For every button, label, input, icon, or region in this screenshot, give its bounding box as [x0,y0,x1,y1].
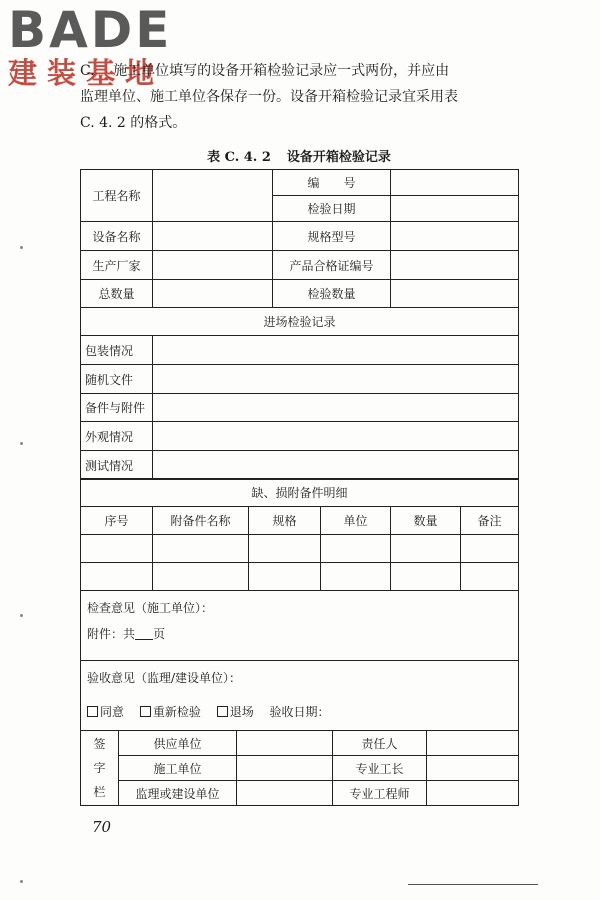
accept-date-label: 验收日期： [269,705,330,719]
label-supervisor: 监理或建设单位 [119,781,237,806]
attachment-prefix: 附件：共 [87,627,136,641]
reinspect-label: 重新检验 [152,705,201,719]
field-spec-model[interactable] [391,222,519,251]
col-header: 规格 [249,507,321,535]
table-cell[interactable] [391,563,461,591]
intro-line: C. 施工单位填写的设备开箱检验记录应一式两份，并应由 [80,63,450,79]
label-serial-no: 编 号 [273,170,391,196]
label-inspect-qty: 检验数量 [273,280,391,308]
page-number: 70 [92,818,112,836]
label-foreman: 专业工长 [333,756,427,781]
sign-char: 签 [93,737,106,751]
label-cert-no: 产品合格证编号 [273,251,391,280]
label-total-qty: 总数量 [81,280,153,308]
signature-column-label [81,731,119,806]
binding-mark [20,246,23,249]
table-cell[interactable] [461,563,519,591]
label-engineer: 专业工程师 [333,781,427,806]
footer-rule [408,884,538,885]
return-checkbox[interactable] [217,706,228,717]
field-documents[interactable] [153,365,519,394]
label-documents: 随机文件 [81,365,153,394]
col-header: 单位 [321,507,391,535]
table-cell[interactable] [321,563,391,591]
field-appearance[interactable] [153,422,519,451]
agree-checkbox[interactable] [87,706,98,717]
logo-latin-text: BADE [8,1,173,59]
label-supplier: 供应单位 [119,731,237,756]
field-inspect-date[interactable] [391,196,519,222]
binding-mark [20,614,23,617]
acceptance-opinion-label: 验收意见（监理/建设单位）： [87,671,242,685]
contractor-opinion-box[interactable] [81,591,519,661]
attachment-pages-blank[interactable] [135,627,153,640]
binding-mark [20,442,23,445]
table-cell[interactable] [153,535,249,563]
contractor-opinion-label: 检查意见（施工单位）： [87,601,214,615]
table-cell[interactable] [81,535,153,563]
inspection-form-upper [80,169,519,480]
table-cell[interactable] [391,535,461,563]
return-label: 退场 [229,705,254,719]
field-spares[interactable] [153,394,519,422]
acceptance-options [87,699,512,725]
label-testing: 测试情况 [81,451,153,480]
field-foreman[interactable] [427,756,519,781]
attachment-line [87,621,512,647]
field-project-name[interactable] [153,170,273,222]
label-manufacturer: 生产厂家 [81,251,153,280]
sign-char: 字 [93,761,106,775]
table-cell[interactable] [249,535,321,563]
sign-char: 栏 [93,785,106,799]
agree-label: 同意 [100,705,125,719]
field-testing[interactable] [153,451,519,480]
label-packing: 包装情况 [81,336,153,365]
label-spec-model: 规格型号 [273,222,391,251]
table-row [81,535,519,563]
intro-paragraph [80,58,528,136]
table-cell[interactable] [461,535,519,563]
section-arrival-inspection: 进场检验记录 [81,308,519,336]
label-inspect-date: 检验日期 [273,196,391,222]
col-header: 数量 [391,507,461,535]
section-defects-detail: 缺、损附备件明细 [81,479,519,507]
table-cell[interactable] [81,563,153,591]
field-cert-no[interactable] [391,251,519,280]
table-row [81,563,519,591]
field-packing[interactable] [153,336,519,365]
col-header: 序号 [81,507,153,535]
table-cell[interactable] [249,563,321,591]
col-header: 附备件名称 [153,507,249,535]
field-serial-no[interactable] [391,170,519,196]
reinspect-checkbox[interactable] [140,706,151,717]
intro-line: C. 4. 2 的格式。 [80,115,187,131]
field-inspect-qty[interactable] [391,280,519,308]
field-total-qty[interactable] [153,280,273,308]
table-cell[interactable] [153,563,249,591]
label-spares: 备件与附件 [81,394,153,422]
inspection-form-middle [80,478,519,731]
logo-chinese-text: 建装基地 [8,56,165,90]
attachment-suffix: 页 [153,627,166,641]
field-responsible[interactable] [427,731,519,756]
intro-line: 监理单位、施工单位各保存一份。设备开箱检验记录宜采用表 [80,89,458,105]
table-title: 设备开箱检验记录 [286,150,391,165]
field-manufacturer[interactable] [153,251,273,280]
table-cell[interactable] [321,535,391,563]
label-appearance: 外观情况 [81,422,153,451]
field-engineer[interactable] [427,781,519,806]
table-caption [80,146,518,165]
label-equipment-name: 设备名称 [81,222,153,251]
field-supplier[interactable] [237,731,333,756]
label-project-name: 工程名称 [81,170,153,222]
binding-mark [20,880,23,883]
col-header: 备注 [461,507,519,535]
label-responsible: 责任人 [333,731,427,756]
table-number: 表 C. 4. 2 [207,150,271,165]
field-supervisor[interactable] [237,781,333,806]
signature-block [80,730,519,806]
field-equipment-name[interactable] [153,222,273,251]
label-contractor: 施工单位 [119,756,237,781]
acceptance-opinion-box[interactable] [81,661,519,731]
field-contractor[interactable] [237,756,333,781]
